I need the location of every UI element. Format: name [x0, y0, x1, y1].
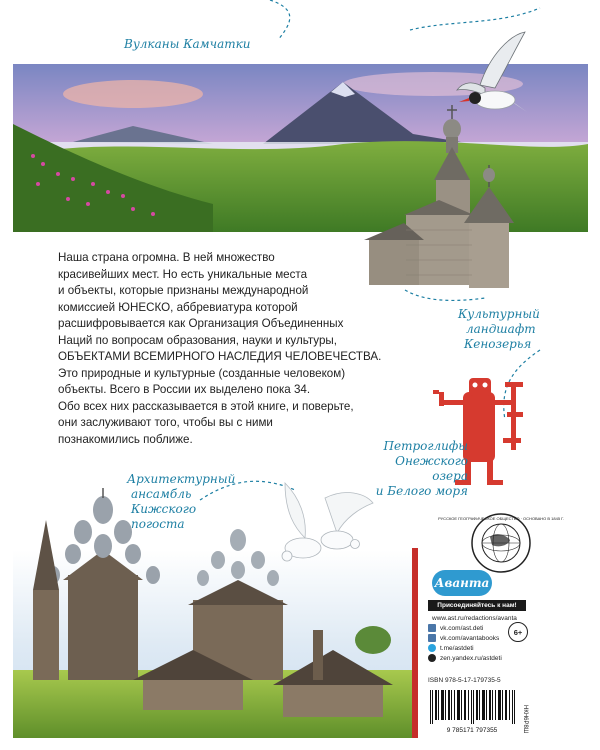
- caption-kenozero: [458, 307, 540, 352]
- zen-icon: [428, 654, 436, 662]
- isbn-text: ISBN 978-5-17-179735-5: [428, 677, 501, 684]
- join-banner: [428, 600, 526, 611]
- intro-line-3: и объекты, которые признаны международной: [58, 284, 309, 297]
- age-rating-badge: [508, 622, 528, 642]
- join-label: Присоединяйтесь к нам!: [437, 602, 517, 609]
- intro-line-12: познакомились поближе.: [58, 432, 193, 446]
- link-row-zen[interactable]: [428, 653, 508, 663]
- link-text-zen: zen.yandex.ru/astdeti: [440, 654, 502, 662]
- link-row-web[interactable]: [428, 613, 517, 623]
- doves-image: [265, 478, 375, 578]
- intro-line-9: объекты. Всего в России их выделено пока 34.: [58, 383, 311, 396]
- intro-line-7: ОБЪЕКТАМИ ВСЕМИРНОГО НАСЛЕДИЯ ЧЕЛОВЕЧЕСТВА.: [58, 350, 382, 363]
- caption-kizhi-line-4: погоста: [131, 517, 185, 531]
- caption-petroglyphs-line-3: и Белого моря: [375, 484, 468, 498]
- seal-text: РУССКОЕ ГЕОГРАФИЧЕСКОЕ ОБЩЕСТВО · ОСНОВАНО В 1845 Г.: [438, 516, 564, 521]
- link-text-web: www.ast.ru/redactions/avanta: [432, 614, 517, 622]
- vk-icon: [428, 634, 436, 642]
- avanta-logo-text: Аванта: [434, 576, 490, 590]
- geographic-society-seal: [438, 512, 564, 574]
- caption-kizhi-line-2: ансамбль: [131, 487, 192, 501]
- caption-kenozero-line-2: ландшафт: [466, 322, 536, 336]
- caption-kizhi-line-3: Кижского: [131, 502, 197, 516]
- vk-icon: [428, 624, 436, 632]
- intro-paragraph: [58, 250, 398, 448]
- intro-line-5: расшифровывается как Организация Объединенных: [58, 317, 344, 330]
- intro-line-6: Наций по вопросам образования, науки и культуры,: [58, 333, 337, 347]
- vertical-code: НКН6Р8Ш: [522, 705, 528, 734]
- barcode: [426, 690, 526, 734]
- link-row-telegram[interactable]: [428, 643, 508, 653]
- caption-kenozero-line-3: Кенозерья: [464, 337, 532, 351]
- caption-petroglyphs-line-1: Петроглифы: [383, 439, 468, 453]
- age-rating-text: 6+: [513, 627, 523, 637]
- social-links: [428, 613, 517, 663]
- intro-line-1: Наша страна огромна. В ней множество: [58, 251, 275, 264]
- intro-line-4: комиссией ЮНЕСКО, аббревиатура которой: [58, 300, 298, 314]
- link-text-vk-avanta: vk.com/avantabooks: [440, 634, 500, 642]
- avanta-logo: [432, 570, 492, 596]
- link-text-vk-deti: vk.com/ast.deti: [440, 624, 484, 632]
- intro-line-2: красивейших мест. Но есть уникальные места: [58, 267, 308, 281]
- link-text-telegram: t.me/astdeti: [440, 644, 474, 652]
- caption-kamchatka: Вулканы Камчатки: [124, 37, 251, 51]
- barcode-number: 9 785171 797355: [446, 727, 498, 734]
- link-row-vk-deti[interactable]: [428, 623, 508, 633]
- link-row-vk-avanta[interactable]: [428, 633, 508, 643]
- caption-petroglyphs-line-2: Онежского озера: [395, 454, 468, 483]
- caption-kenozero-line-1: Культурный: [458, 307, 540, 321]
- intro-line-8: Это природные и культурные (созданные человеком): [58, 366, 346, 380]
- caption-kizhi-line-1: Архитектурный: [127, 472, 236, 486]
- intro-line-10: Обо всех них рассказывается в этой книге, и поверьте,: [58, 399, 354, 413]
- intro-line-11: они заслуживают того, чтобы вы с ними: [58, 416, 273, 429]
- telegram-icon: [428, 644, 436, 652]
